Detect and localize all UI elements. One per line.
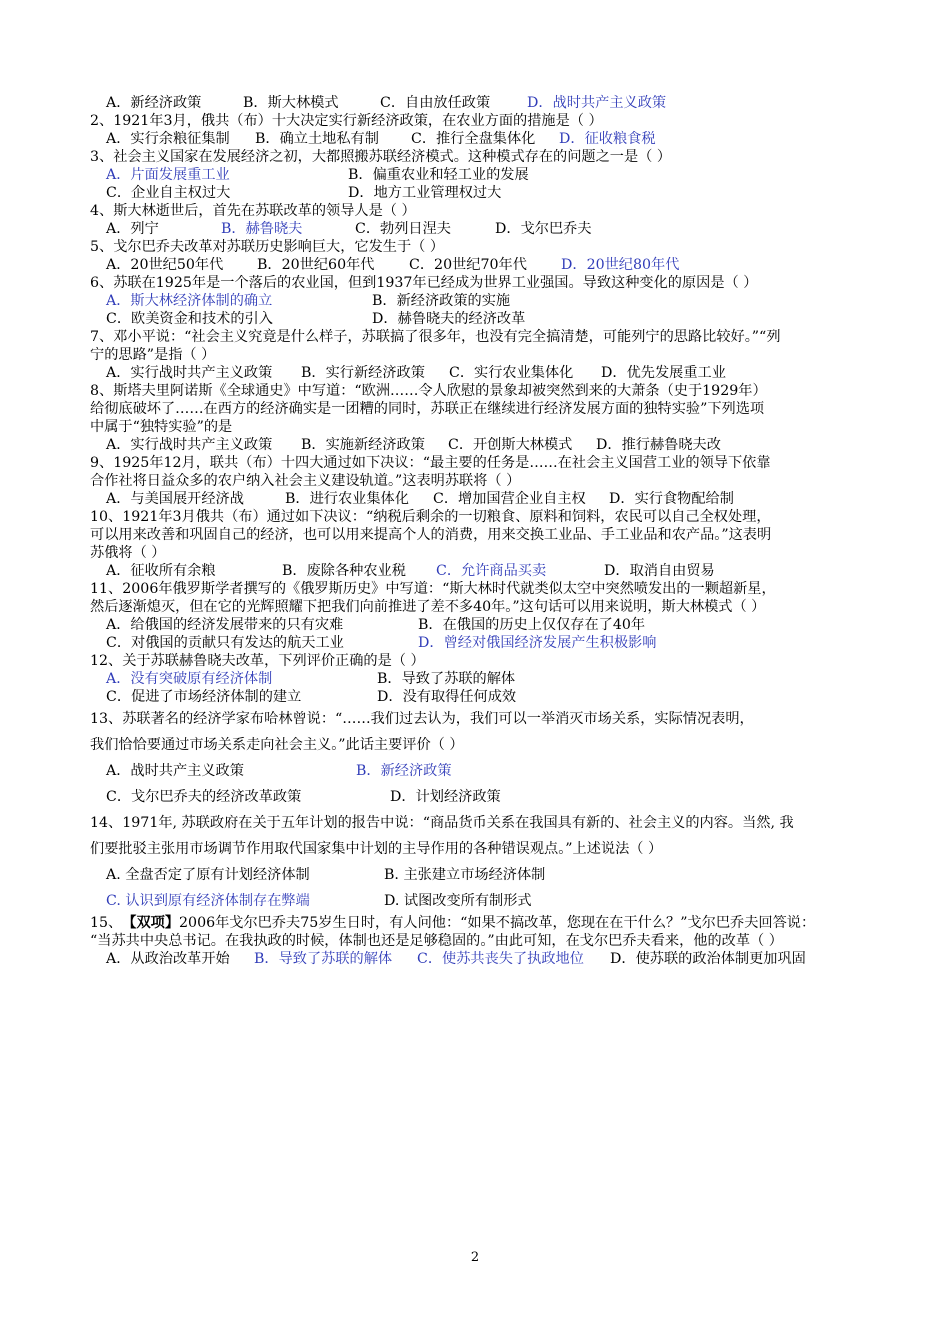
option-text: C．戈尔巴乔夫的经济改革政策	[106, 789, 302, 805]
option-text: B．20世纪60年代	[257, 257, 375, 273]
option-text: A．征收所有余粮	[106, 563, 216, 579]
option-row	[90, 862, 870, 888]
option-text: B．实行新经济政策	[301, 365, 425, 381]
question-text: 4、斯大林逝世后，首先在苏联改革的领导人是（ ）	[90, 203, 416, 219]
question-line	[90, 472, 870, 490]
option-row	[90, 184, 870, 202]
question-text: 我们恰恰要通过市场关系走向社会主义。”此话主要评价（ ）	[90, 737, 464, 753]
option-row	[90, 758, 870, 784]
question-text: 给彻底破坏了……在西方的经济确实是一团糟的同时，苏联正在继续进行经济发展方面的独特实验”下列选项	[90, 401, 765, 417]
answer-option: B．导致了苏联的解体	[254, 951, 393, 967]
answer-option: D．征收粮食税	[559, 131, 656, 147]
question-line	[90, 580, 870, 598]
question-text: 然后逐渐熄灭，但在它的光辉照耀下把我们向前推进了差不多40年。”这句话可以用来说明，斯大林模式（ ）	[90, 599, 766, 615]
option-text: A．与美国展开经济战	[106, 491, 244, 507]
option-text: D．优先发展重工业	[601, 365, 726, 381]
answer-option: C．允许商品买卖	[436, 563, 547, 579]
question-text: 们要批驳主张用市场调节作用取代国家集中计划的主导作用的各种错误观点。”上述说法（ ）	[90, 841, 663, 857]
question-line	[90, 836, 870, 862]
option-text: B. 主张建立市场经济体制	[384, 867, 546, 883]
option-row	[90, 166, 870, 184]
option-text: D．使苏联的政治体制更加巩固	[610, 951, 806, 967]
answer-option: B．新经济政策	[356, 763, 452, 779]
option-row	[90, 256, 870, 274]
answer-option: A．斯大林经济体制的确立	[106, 293, 273, 309]
question-text: 12、关于苏联赫鲁晓夫改革，下列评价正确的是（ ）	[90, 653, 425, 669]
option-row	[90, 292, 870, 310]
question-line	[90, 544, 870, 562]
option-row	[90, 670, 870, 688]
question-line	[90, 914, 870, 932]
option-text: 2006年戈尔巴乔夫75岁生日时，有人问他：“如果不搞改革，您现在在干什么？”戈尔巴乔夫回答说：	[179, 915, 816, 931]
option-row	[90, 688, 870, 706]
question-line	[90, 732, 870, 758]
option-text: A．20世纪50年代	[106, 257, 224, 273]
option-text: D．推行赫鲁晓夫改	[596, 437, 721, 453]
option-text: D．戈尔巴乔夫	[495, 221, 592, 237]
option-text: C．20世纪70年代	[409, 257, 527, 273]
option-text: D．地方工业管理权过大	[348, 185, 502, 201]
question-line	[90, 932, 870, 950]
option-row	[90, 562, 870, 580]
option-row	[90, 634, 870, 652]
question-text: 3、社会主义国家在发展经济之初，大都照搬苏联经济模式。这种模式存在的问题之一是（ ）	[90, 149, 672, 165]
option-text: C．促进了市场经济体制的建立	[106, 689, 302, 705]
option-text: B．导致了苏联的解体	[377, 671, 516, 687]
question-text: 合作社将日益众多的农户纳入社会主义建设轨道。”这表明苏联将（ ）	[90, 473, 521, 489]
option-text: B．废除各种农业税	[282, 563, 406, 579]
question-line	[90, 508, 870, 526]
question-line	[90, 274, 870, 292]
option-row	[90, 888, 870, 914]
option-text: D．取消自由贸易	[604, 563, 715, 579]
answer-option: D．20世纪80年代	[561, 257, 680, 273]
question-text: 苏俄将（ ）	[90, 545, 166, 561]
option-text: D．赫鲁晓夫的经济改革	[372, 311, 526, 327]
option-text: A．实行战时共产主义政策	[106, 437, 273, 453]
question-line	[90, 346, 870, 364]
question-text: “当苏共中央总书记。在我执政的时候，体制也还是足够稳固的。”由此可知，在戈尔巴乔夫看来，他的改革（ ）	[90, 933, 783, 949]
option-row	[90, 94, 870, 112]
option-text: B．偏重农业和轻工业的发展	[348, 167, 529, 183]
answer-option: D．战时共产主义政策	[527, 95, 667, 111]
option-text: A．给俄国的经济发展带来的只有灾难	[106, 617, 344, 633]
option-text: A．战时共产主义政策	[106, 763, 244, 779]
question-text: 中属于“独特实验”的是	[90, 419, 233, 435]
question-text: 11、2006年俄罗斯学者撰写的《俄罗斯历史》中写道：“斯大林时代就类似太空中突然喷发出的一颗超新星，	[90, 581, 776, 597]
option-text: A. 全盘否定了原有计划经济体制	[106, 867, 310, 883]
option-text: B．斯大林模式	[243, 95, 339, 111]
question-line	[90, 598, 870, 616]
option-text: C．实行农业集体化	[449, 365, 574, 381]
question-line	[90, 112, 870, 130]
option-row	[90, 220, 870, 238]
question-text: 13、苏联著名的经济学家布哈林曾说：“……我们过去认为，我们可以一举消灭市场关系，实际情况表明，	[90, 711, 754, 727]
option-text: A．列宁	[106, 221, 159, 237]
question-line	[90, 202, 870, 220]
option-text: C．推行全盘集体化	[411, 131, 536, 147]
question-line	[90, 706, 870, 732]
option-text: D．计划经济政策	[390, 789, 501, 805]
question-text: 14、1971年, 苏联政府在关于五年计划的报告中说：“商品货币关系在我国具有新的、社会主义的内容。当然, 我	[90, 815, 794, 831]
answer-option: A．片面发展重工业	[106, 167, 230, 183]
option-row	[90, 130, 870, 148]
question-text: 宁的思路”是指（ ）	[90, 347, 216, 363]
question-text: 9、1925年12月，联共（布）十四大通过如下决议：“最主要的任务是……在社会主义国营工业的领导下依靠	[90, 455, 771, 471]
question-page	[90, 94, 870, 968]
question-text: 可以用来改善和巩固自己的经济，也可以用来提高个人的消费，用来交换工业品、手工业品和农产品。”这表明	[90, 527, 772, 543]
question-line	[90, 328, 870, 346]
option-text: C．企业自主权过大	[106, 185, 231, 201]
option-text: C．勃列日涅夫	[355, 221, 451, 237]
option-text: C．自由放任政策	[380, 95, 491, 111]
answer-option: A．没有突破原有经济体制	[106, 671, 273, 687]
answer-option: D．曾经对俄国经济发展产生积极影响	[418, 635, 657, 651]
question-line	[90, 526, 870, 544]
option-row	[90, 616, 870, 634]
question-line	[90, 238, 870, 256]
option-row	[90, 950, 870, 968]
question-line	[90, 810, 870, 836]
option-text: A．实行战时共产主义政策	[106, 365, 273, 381]
question-text: 6、苏联在1925年是一个落后的农业国，但到1937年已经成为世界工业强国。导致这种变化的原因是（ ）	[90, 275, 758, 291]
question-line	[90, 148, 870, 166]
page-number: 2	[470, 1250, 480, 1265]
option-row	[90, 364, 870, 382]
option-row	[90, 490, 870, 508]
question-text: 5、戈尔巴乔夫改革对苏联历史影响巨大，它发生于（ ）	[90, 239, 445, 255]
question-text: 7、邓小平说：“社会主义究竟是什么样子，苏联搞了很多年，也没有完全搞清楚，可能列宁的思路比较好。”“列	[90, 329, 781, 345]
option-text: D. 试图改变所有制形式	[384, 893, 532, 909]
option-text: D．实行食物配给制	[609, 491, 734, 507]
option-text: C．对俄国的贡献只有发达的航天工业	[106, 635, 344, 651]
answer-option: B．赫鲁晓夫	[221, 221, 303, 237]
question-line	[90, 652, 870, 670]
option-text: A．从政治改革开始	[106, 951, 230, 967]
option-text: 【双项】	[122, 915, 180, 931]
option-text: A．新经济政策	[106, 95, 202, 111]
answer-option: C．使苏共丧失了执政地位	[417, 951, 584, 967]
option-row	[90, 784, 870, 810]
option-text: C．开创斯大林模式	[448, 437, 573, 453]
option-text: A．实行余粮征集制	[106, 131, 230, 147]
question-text: 2、1921年3月，俄共（布）十大决定实行新经济政策，在农业方面的措施是（ ）	[90, 113, 603, 129]
question-line	[90, 400, 870, 418]
option-row	[90, 310, 870, 328]
question-line	[90, 454, 870, 472]
option-row	[90, 436, 870, 454]
answer-option: C. 认识到原有经济体制存在弊端	[106, 893, 310, 909]
option-text: B．进行农业集体化	[285, 491, 409, 507]
question-line	[90, 382, 870, 400]
option-text: B．实施新经济政策	[301, 437, 425, 453]
option-text: C．欧美资金和技术的引入	[106, 311, 273, 327]
option-text: C．增加国营企业自主权	[433, 491, 586, 507]
option-text: B．新经济政策的实施	[372, 293, 511, 309]
question-text: 10、1921年3月俄共（布）通过如下决议：“纳税后剩余的一切粮食、原料和饲料，农民可以自己全权处理，	[90, 509, 771, 525]
question-text: 8、斯塔夫里阿诺斯《全球通史》中写道：“欧洲……令人欣慰的景象却被突然到来的大萧条（史于1929年）	[90, 383, 767, 399]
option-text: D．没有取得任何成效	[377, 689, 517, 705]
option-text: B．确立土地私有制	[255, 131, 379, 147]
question-line	[90, 418, 870, 436]
option-text: 15、	[90, 915, 123, 931]
option-text: B．在俄国的历史上仅仅存在了40年	[418, 617, 646, 633]
